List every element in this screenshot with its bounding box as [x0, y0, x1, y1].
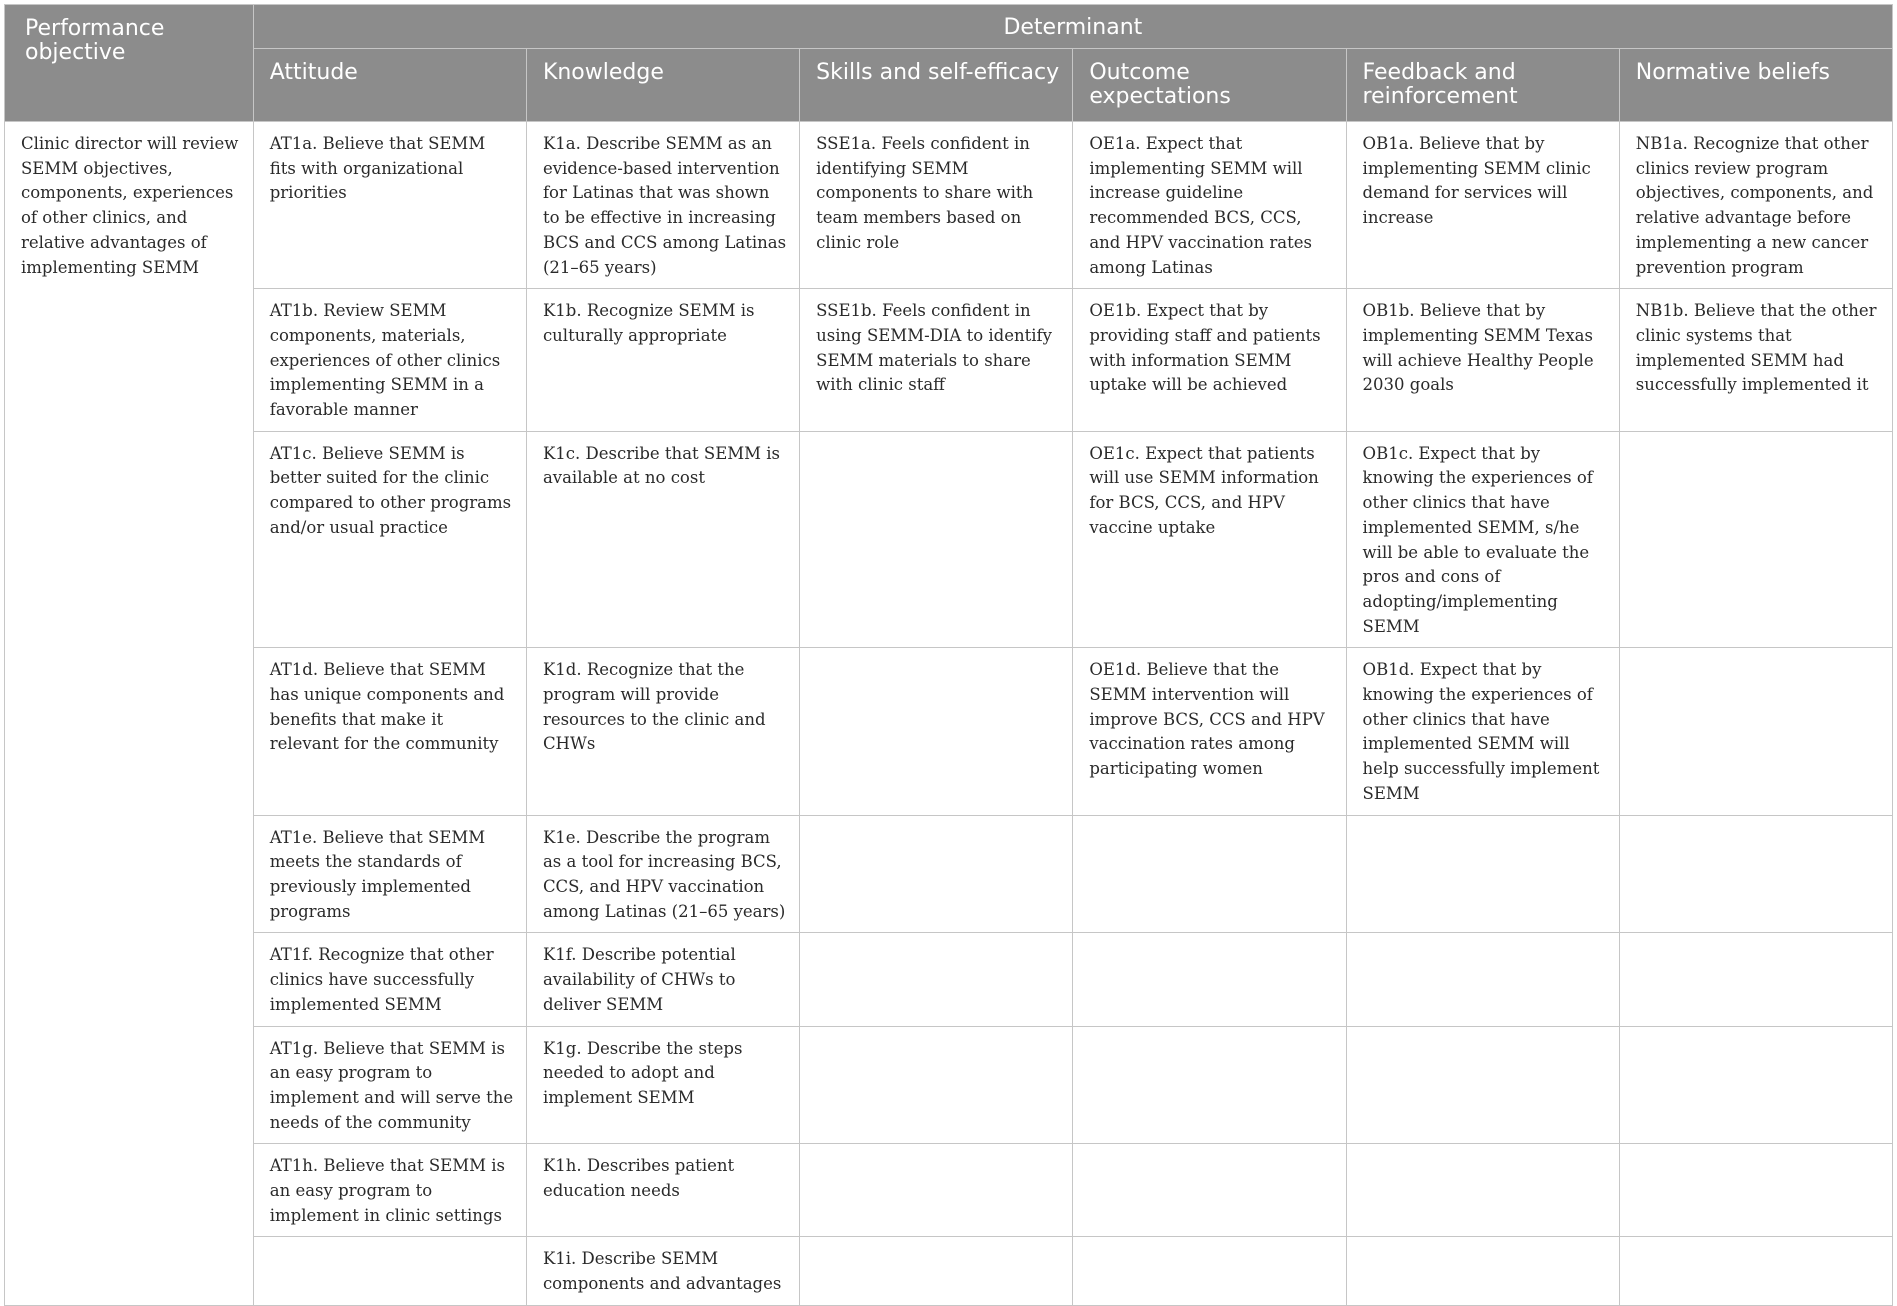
table-cell	[800, 1237, 1073, 1305]
table-cell	[800, 1026, 1073, 1144]
table-cell	[1073, 1026, 1346, 1144]
table-cell	[800, 1144, 1073, 1237]
table-cell	[800, 648, 1073, 815]
table-cell: AT1f. Recognize that other clinics have successfully implemented SEMM	[253, 933, 526, 1026]
header-normative-beliefs: Normative beliefs	[1619, 49, 1892, 122]
header-row-sub	[5, 49, 1893, 122]
table-cell: AT1d. Believe that SEMM has unique components and benefits that make it relevant for the community	[253, 648, 526, 815]
table-cell	[1619, 1144, 1892, 1237]
table-cell: AT1c. Believe SEMM is better suited for the clinic compared to other programs and/or usual practice	[253, 431, 526, 648]
table-cell	[800, 815, 1073, 933]
table-cell: K1e. Describe the program as a tool for increasing BCS, CCS, and HPV vaccination among Latinas (21–65 years)	[526, 815, 799, 933]
header-skills-self-efficacy: Skills and self-efficacy	[800, 49, 1073, 122]
table-row	[5, 1026, 1893, 1144]
table-cell	[1346, 1144, 1619, 1237]
table-cell: NB1b. Believe that the other clinic systems that implemented SEMM had successfully implemented it	[1619, 289, 1892, 432]
table-cell: K1a. Describe SEMM as an evidence-based intervention for Latinas that was shown to be effective in increasing BCS and CCS among Latinas (21–65 years)	[526, 122, 799, 289]
header-row-top	[5, 5, 1893, 49]
table-cell: K1i. Describe SEMM components and advantages	[526, 1237, 799, 1305]
table-cell	[1073, 815, 1346, 933]
header-feedback-reinforcement: Feedback and reinforcement	[1346, 49, 1619, 122]
table-cell: OE1c. Expect that patients will use SEMM information for BCS, CCS, and HPV vaccine uptake	[1073, 431, 1346, 648]
table-row	[5, 815, 1893, 933]
header-attitude: Attitude	[253, 49, 526, 122]
header-determinant: Determinant	[253, 5, 1892, 49]
table-cell: OB1b. Believe that by implementing SEMM Texas will achieve Healthy People 2030 goals	[1346, 289, 1619, 432]
table-row	[5, 1237, 1893, 1305]
table-row	[5, 431, 1893, 648]
table-cell: K1g. Describe the steps needed to adopt and implement SEMM	[526, 1026, 799, 1144]
table-row	[5, 648, 1893, 815]
table-cell	[1619, 648, 1892, 815]
table-cell: K1f. Describe potential availability of CHWs to deliver SEMM	[526, 933, 799, 1026]
table-cell: SSE1b. Feels confident in using SEMM-DIA to identify SEMM materials to share with clinic staff	[800, 289, 1073, 432]
table-row	[5, 1144, 1893, 1237]
table-cell: OE1d. Believe that the SEMM intervention will improve BCS, CCS and HPV vaccination rates among participating women	[1073, 648, 1346, 815]
table-cell	[1619, 431, 1892, 648]
table-cell: AT1h. Believe that SEMM is an easy program to implement in clinic settings	[253, 1144, 526, 1237]
table-cell	[1073, 933, 1346, 1026]
table-cell: AT1b. Review SEMM components, materials, experiences of other clinics implementing SEMM in a favorable manner	[253, 289, 526, 432]
table-cell	[800, 933, 1073, 1026]
table-cell	[253, 1237, 526, 1305]
table-cell: K1d. Recognize that the program will provide resources to the clinic and CHWs	[526, 648, 799, 815]
table-cell: SSE1a. Feels confident in identifying SEMM components to share with team members based on clinic role	[800, 122, 1073, 289]
table-cell: K1c. Describe that SEMM is available at no cost	[526, 431, 799, 648]
table-cell	[1619, 815, 1892, 933]
table-cell	[1346, 933, 1619, 1026]
table-cell	[1346, 1026, 1619, 1144]
table-cell: NB1a. Recognize that other clinics review program objectives, components, and relative advantage before implementing a new cancer prevention program	[1619, 122, 1892, 289]
table-cell: K1h. Describes patient education needs	[526, 1144, 799, 1237]
table-cell	[800, 431, 1073, 648]
table-row	[5, 122, 1893, 289]
table-row	[5, 933, 1893, 1026]
table-cell	[1073, 1237, 1346, 1305]
table-cell: AT1a. Believe that SEMM fits with organizational priorities	[253, 122, 526, 289]
table-cell: K1b. Recognize SEMM is culturally appropriate	[526, 289, 799, 432]
table-row	[5, 289, 1893, 432]
header-knowledge: Knowledge	[526, 49, 799, 122]
table-cell	[1619, 1026, 1892, 1144]
table-cell: OB1a. Believe that by implementing SEMM clinic demand for services will increase	[1346, 122, 1619, 289]
table-cell: AT1g. Believe that SEMM is an easy program to implement and will serve the needs of the community	[253, 1026, 526, 1144]
table-cell	[1346, 1237, 1619, 1305]
table-cell	[1346, 815, 1619, 933]
table-cell: OB1d. Expect that by knowing the experiences of other clinics that have implemented SEMM will help successfully implement SEMM	[1346, 648, 1619, 815]
table-cell: AT1e. Believe that SEMM meets the standards of previously implemented programs	[253, 815, 526, 933]
table-cell	[1073, 1144, 1346, 1237]
header-performance-objective: Performance objective	[5, 5, 254, 122]
table-cell	[1619, 1237, 1892, 1305]
table-cell: OE1b. Expect that by providing staff and patients with information SEMM uptake will be achieved	[1073, 289, 1346, 432]
table-cell	[1619, 933, 1892, 1026]
table-cell: OE1a. Expect that implementing SEMM will increase guideline recommended BCS, CCS, and HPV vaccination rates among Latinas	[1073, 122, 1346, 289]
determinant-matrix-table	[4, 4, 1893, 1306]
header-outcome-expectations: Outcome expectations	[1073, 49, 1346, 122]
performance-objective-cell: Clinic director will review SEMM objectives, components, experiences of other clinics, and relative advantages of implementing SEMM	[5, 122, 254, 1306]
table-cell: OB1c. Expect that by knowing the experiences of other clinics that have implemented SEMM, s/he will be able to evaluate the pros and cons of adopting/implementing SEMM	[1346, 431, 1619, 648]
